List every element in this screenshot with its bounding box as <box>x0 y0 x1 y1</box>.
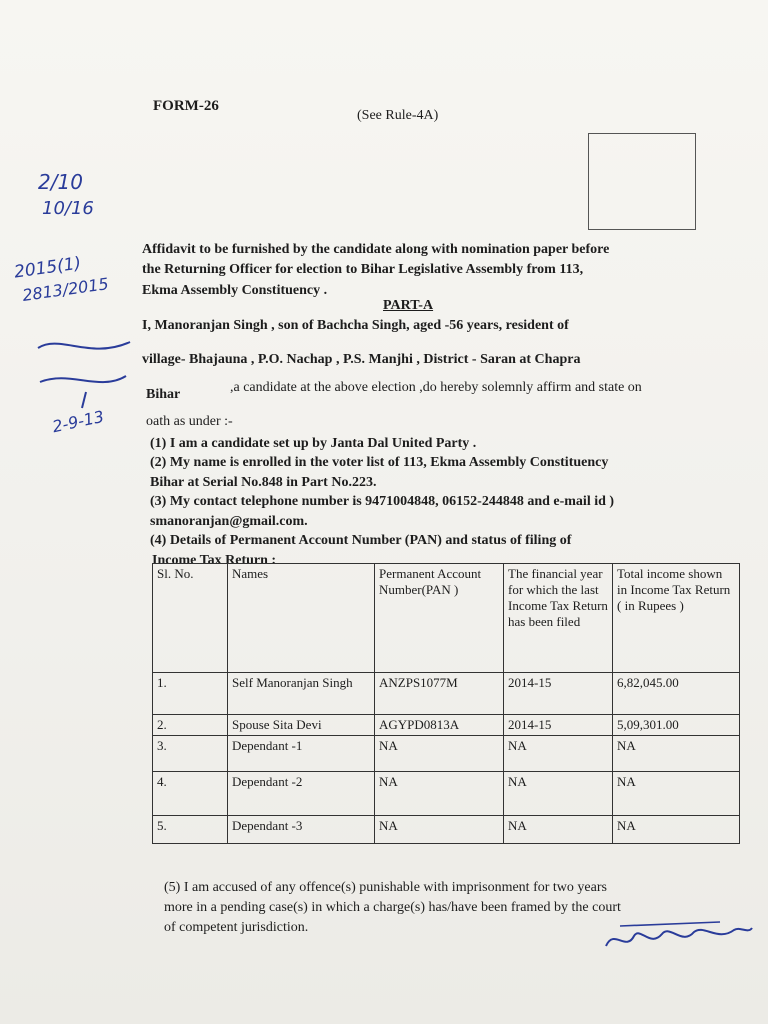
declaration-line-3a: Bihar <box>146 387 181 402</box>
handwritten-scribble <box>30 330 140 410</box>
table-row <box>153 715 740 736</box>
cell-name: Dependant -2 <box>228 772 375 816</box>
handwritten-note-2: 10/16 <box>42 198 94 219</box>
pan-table-header-row <box>153 564 740 673</box>
cell-pan: NA <box>375 772 504 816</box>
cell-name: Dependant -3 <box>228 816 375 844</box>
table-row <box>153 736 740 772</box>
header-pan: Permanent Account Number(PAN ) <box>375 564 504 673</box>
cell-income: 5,09,301.00 <box>613 715 740 736</box>
rule-reference: (See Rule-4A) <box>357 108 439 123</box>
pan-table <box>152 563 740 844</box>
cell-year: 2014-15 <box>504 715 613 736</box>
handwritten-note-3: 2015(1) <box>12 253 83 283</box>
cell-year: 2014-15 <box>504 673 613 715</box>
cell-pan: AGYPD0813A <box>375 715 504 736</box>
header-total-income: Total income shown in Income Tax Return ( in Rupees ) <box>613 564 740 673</box>
cell-sl: 2. <box>153 715 228 736</box>
cell-pan: ANZPS1077M <box>375 673 504 715</box>
cell-sl: 5. <box>153 816 228 844</box>
cell-name: Dependant -1 <box>228 736 375 772</box>
declaration-line-2: village- Bhajauna , P.O. Nachap , P.S. Manjhi , District - Saran at Chapra <box>142 352 581 367</box>
declaration-line-3b: ,a candidate at the above election ,do hereby solemnly affirm and state on <box>230 380 642 395</box>
item-2-line-2: Bihar at Serial No.848 in Part No.223. <box>150 475 377 490</box>
cell-sl: 4. <box>153 772 228 816</box>
item-1: (1) I am a candidate set up by Janta Dal United Party . <box>150 436 477 451</box>
cell-pan: NA <box>375 816 504 844</box>
form-number: FORM-26 <box>153 98 219 114</box>
cell-name: Spouse Sita Devi <box>228 715 375 736</box>
header-financial-year: The financial year for which the last Income Tax Return has been filed <box>504 564 613 673</box>
header-names: Names <box>228 564 375 673</box>
item-4-line-2: Income Tax Return : <box>152 553 277 568</box>
intro-line-1: Affidavit to be furnished by the candidate along with nomination paper before <box>142 242 610 257</box>
intro-line-3: Ekma Assembly Constituency . <box>142 283 328 298</box>
item-3-line-1: (3) My contact telephone number is 9471004848, 06152-244848 and e-mail id ) <box>150 494 615 509</box>
cell-name: Self Manoranjan Singh <box>228 673 375 715</box>
table-row <box>153 772 740 816</box>
handwritten-note-4: 2813/2015 <box>21 274 110 305</box>
part-a-heading: PART-A <box>383 298 434 313</box>
item-5-line-2: more in a pending case(s) in which a charge(s) has/have been framed by the court <box>164 900 621 915</box>
table-row <box>153 816 740 844</box>
table-row <box>153 673 740 715</box>
declaration-line-1: I, Manoranjan Singh , son of Bachcha Singh, aged -56 years, resident of <box>142 318 569 333</box>
declaration-line-4: oath as under :- <box>146 414 233 429</box>
cell-year: NA <box>504 772 613 816</box>
cell-income: NA <box>613 816 740 844</box>
handwritten-note-5: 2-9-13 <box>50 406 106 437</box>
item-5-line-1: (5) I am accused of any offence(s) punishable with imprisonment for two years <box>164 880 607 895</box>
header-sl-no: Sl. No. <box>153 564 228 673</box>
cell-income: 6,82,045.00 <box>613 673 740 715</box>
cell-year: NA <box>504 816 613 844</box>
cell-pan: NA <box>375 736 504 772</box>
item-3-line-2: smanoranjan@gmail.com. <box>150 514 308 529</box>
signature <box>600 912 760 962</box>
cell-income: NA <box>613 772 740 816</box>
item-2-line-1: (2) My name is enrolled in the voter list of 113, Ekma Assembly Constituency <box>150 455 609 470</box>
photo-box <box>588 133 696 230</box>
cell-income: NA <box>613 736 740 772</box>
handwritten-note-1: 2/10 <box>38 170 83 194</box>
cell-year: NA <box>504 736 613 772</box>
cell-sl: 1. <box>153 673 228 715</box>
intro-line-2: the Returning Officer for election to Bihar Legislative Assembly from 113, <box>142 262 584 277</box>
item-4-line-1: (4) Details of Permanent Account Number (PAN) and status of filing of <box>150 533 572 548</box>
cell-sl: 3. <box>153 736 228 772</box>
item-5-line-3: of competent jurisdiction. <box>164 920 309 935</box>
